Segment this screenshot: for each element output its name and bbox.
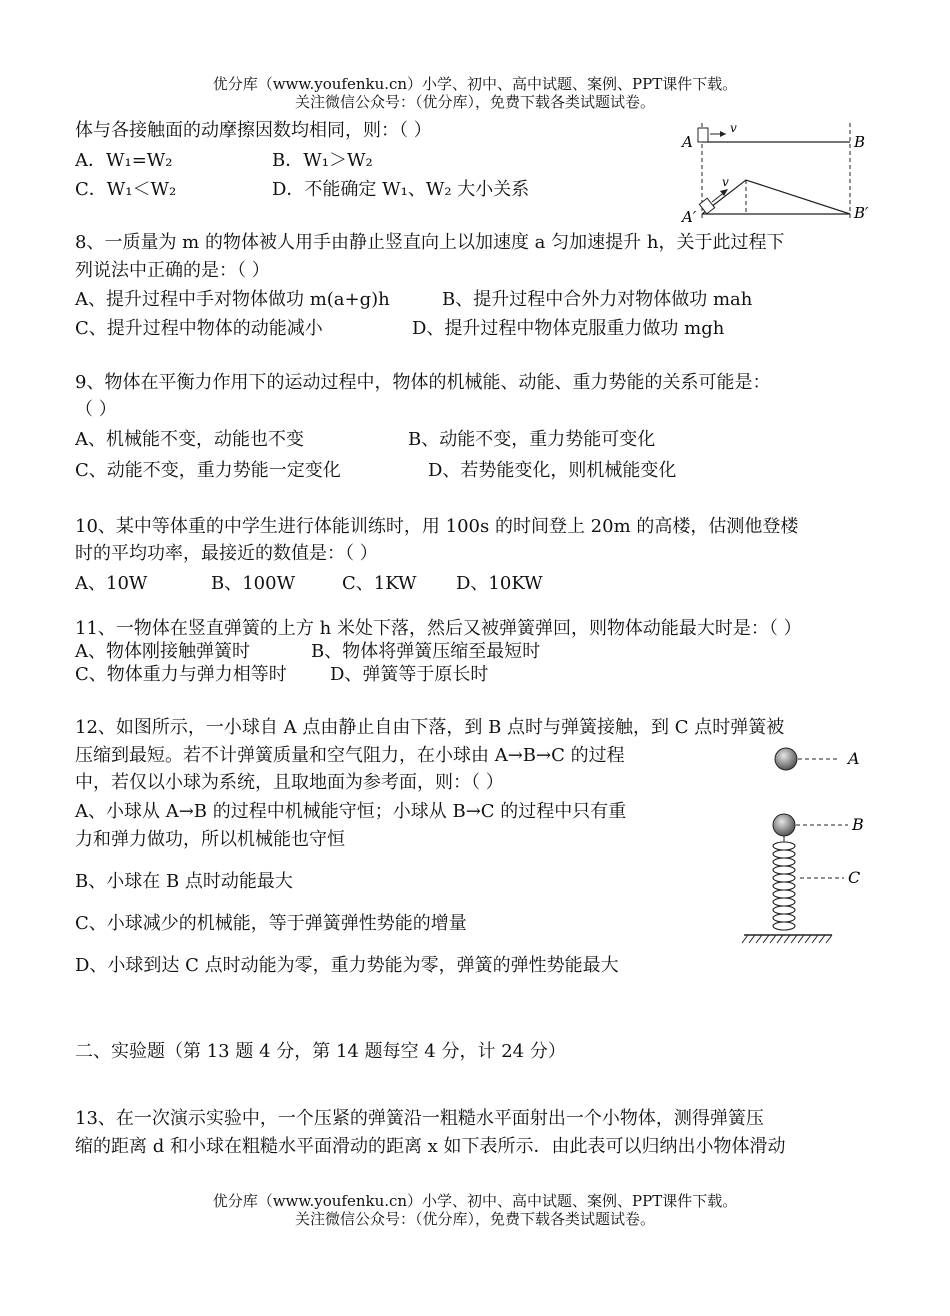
q9-option-d: D、若势能变化，则机械能变化	[428, 460, 677, 481]
q12-option-d: D、小球到达 C 点时动能为零，重力势能为零，弹簧的弹性势能最大	[75, 955, 619, 976]
q12-fig-label-a: A	[848, 749, 860, 768]
q7-option-a: A．W₁=W₂	[75, 150, 173, 171]
q7-fig-v-top: v	[730, 121, 737, 135]
q12-fig-label-b: B	[852, 815, 864, 834]
q12-option-a-line-1: A、小球从 A→B 的过程中机械能守恒；小球从 B→C 的过程中只有重	[75, 801, 627, 822]
q8-line-2: 列说法中正确的是：（ ）	[75, 260, 270, 281]
q12-fig-label-c: C	[848, 868, 861, 887]
q8-line-1: 8、一质量为 m 的物体被人用手由静止竖直向上以加速度 a 匀加速提升 h，关于此过程下	[75, 232, 785, 253]
q7-incline-figure	[670, 118, 880, 228]
q10-option-c: C、1KW	[342, 573, 417, 594]
q7-fig-v-incline: v	[722, 175, 729, 189]
q11-option-b: B、物体将弹簧压缩至最短时	[311, 641, 541, 662]
q10-option-b: B、100W	[211, 573, 296, 594]
q12-option-b: B、小球在 B 点时动能最大	[75, 871, 293, 892]
q12-option-c: C、小球减少的机械能，等于弹簧弹性势能的增量	[75, 913, 467, 934]
q12-line-3: 中，若仅以小球为系统，且取地面为参考面，则：（ ）	[75, 772, 504, 793]
q11-option-c: C、物体重力与弹力相等时	[75, 664, 287, 685]
q7-option-c: C．W₁＜W₂	[75, 179, 177, 200]
q9-option-b: B、动能不变，重力势能可变化	[408, 429, 656, 450]
section-2-title: 二、实验题（第 13 题 4 分，第 14 题每空 4 分，计 24 分）	[75, 1041, 566, 1062]
q7-option-d: D．不能确定 W₁、W₂ 大小关系	[272, 179, 530, 200]
header-line-1: 优分库（www.youfenku.cn）小学、初中、高中试题、案例、PPT课件下载。	[212, 75, 738, 93]
q12-line-1: 12、如图所示，一小球自 A 点由静止自由下落，到 B 点时与弹簧接触，到 C 点时弹簧被	[75, 717, 785, 738]
q7-fig-label-a2: A′	[682, 208, 697, 226]
q7-fig-label-b: B	[854, 133, 866, 151]
q7-option-b: B．W₁＞W₂	[272, 150, 373, 171]
q9-option-c: C、动能不变，重力势能一定变化	[75, 460, 341, 481]
q7-fig-label-a: A	[682, 133, 693, 151]
q8-option-b: B、提升过程中合外力对物体做功 mah	[442, 289, 753, 310]
q7-fig-label-b2: B′	[854, 204, 869, 222]
q12-line-2: 压缩到最短。若不计弹簧质量和空气阻力，在小球由 A→B→C 的过程	[75, 745, 625, 766]
footer-line-1: 优分库（www.youfenku.cn）小学、初中、高中试题、案例、PPT课件下载。	[212, 1192, 738, 1210]
q8-option-d: D、提升过程中物体克服重力做功 mgh	[412, 318, 725, 339]
q12-option-a-line-2: 力和弹力做功，所以机械能也守恒	[75, 829, 345, 850]
q9-option-a: A、机械能不变，动能也不变	[75, 429, 304, 450]
q8-option-a: A、提升过程中手对物体做功 m(a+g)h	[75, 289, 390, 310]
q10-option-a: A、10W	[75, 573, 148, 594]
q11-line-1: 11、一物体在竖直弹簧的上方 h 米处下落，然后又被弹簧弹回，则物体动能最大时是：（ ）	[75, 618, 802, 639]
q13-line-2: 缩的距离 d 和小球在粗糙水平面滑动的距离 x 如下表所示．由此表可以归纳出小物体滑动	[75, 1136, 786, 1157]
q12-spring-figure	[740, 740, 870, 950]
q10-line-2: 时的平均功率，最接近的数值是：（ ）	[75, 543, 378, 564]
q9-line-2: （ ）	[75, 399, 117, 420]
header-line-2: 关注微信公众号：（优分库），免费下载各类试题试卷。	[294, 93, 655, 111]
q13-line-1: 13、在一次演示实验中，一个压紧的弹簧沿一粗糙水平面射出一个小物体，测得弹簧压	[75, 1108, 764, 1129]
q8-option-c: C、提升过程中物体的动能减小	[75, 318, 323, 339]
footer-line-2: 关注微信公众号：（优分库），免费下载各类试题试卷。	[294, 1210, 655, 1228]
q9-line-1: 9、物体在平衡力作用下的运动过程中，物体的机械能、动能、重力势能的关系可能是：	[75, 372, 771, 393]
q7-stem: 体与各接触面的动摩擦因数均相同，则：（ ）	[75, 120, 432, 141]
q11-option-d: D、弹簧等于原长时	[330, 664, 489, 685]
q11-option-a: A、物体刚接触弹簧时	[75, 641, 250, 662]
q10-option-d: D、10KW	[456, 573, 543, 594]
q10-line-1: 10、某中等体重的中学生进行体能训练时，用 100s 的时间登上 20m 的高楼，估测他登楼	[75, 516, 799, 537]
